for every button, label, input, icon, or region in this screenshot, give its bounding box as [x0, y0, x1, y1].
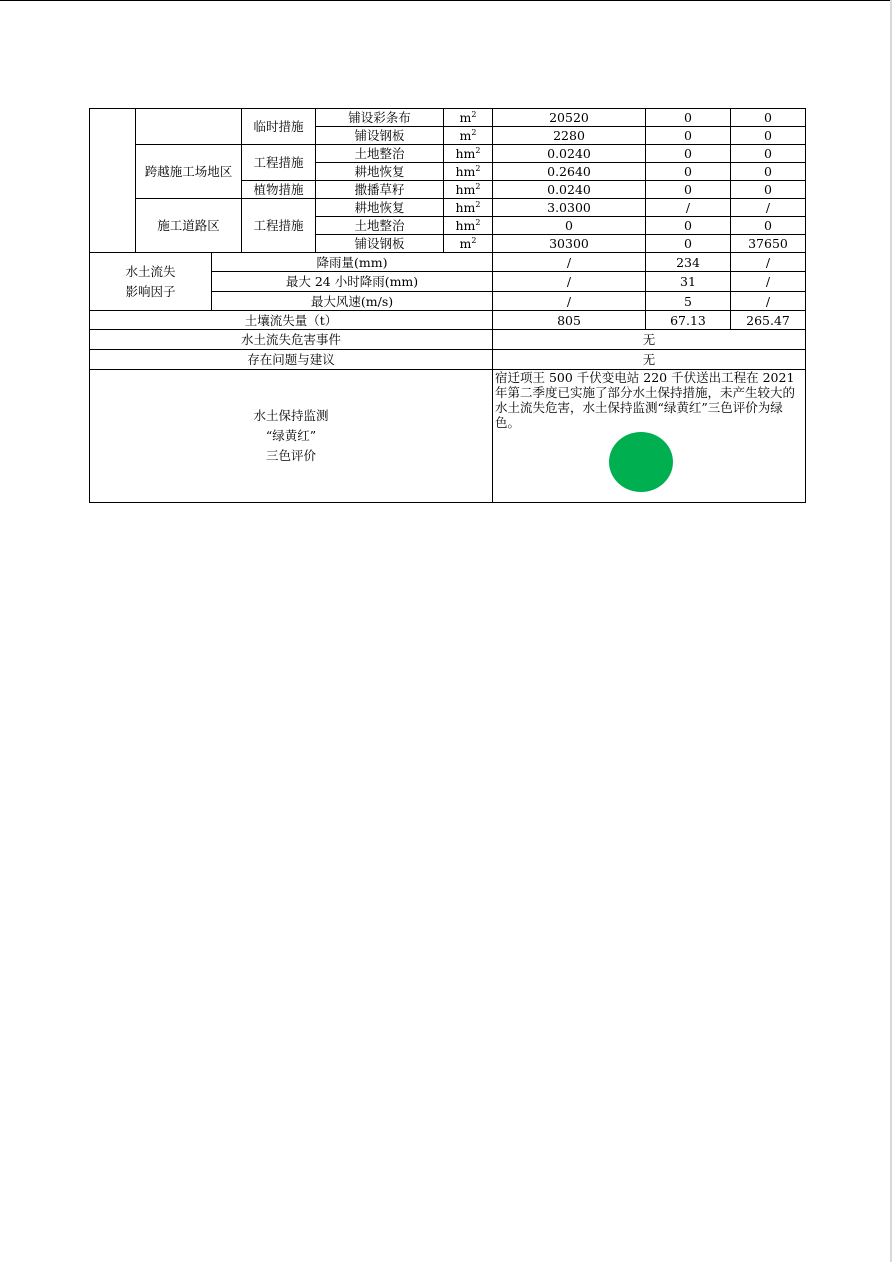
table-row — [90, 350, 806, 370]
factor-value: 234 — [646, 253, 731, 272]
value-cell: 0 — [646, 235, 731, 253]
measure-type-cell: 工程措施 — [242, 145, 316, 181]
evaluation-label — [90, 370, 493, 503]
value-cell: 30300 — [493, 235, 646, 253]
hazard-value: 无 — [493, 330, 806, 350]
factor-value: / — [493, 292, 646, 311]
unit-cell: $hm^2$ — [444, 217, 493, 235]
measure-name: 耕地恢复 — [316, 199, 444, 217]
value-cell: 0 — [646, 217, 731, 235]
table-row — [90, 199, 806, 217]
table-row — [90, 109, 806, 127]
evaluation-text: 宿迁项王 500 千伏变电站 220 千伏送出工程在 2021 年第二季度已实施了部分水土保持措施，未产生较大的水土流失危害，水土保持监测“绿黄红”三色评价为绿色。 — [495, 370, 796, 430]
factor-name: 最大 24 小时降雨(mm) — [212, 272, 493, 292]
value-cell: / — [646, 199, 731, 217]
unit-cell: $hm^2$ — [444, 145, 493, 163]
soil-loss-value: 67.13 — [646, 311, 731, 330]
issues-label: 存在问题与建议 — [90, 350, 493, 370]
soil-conservation-monitoring-table — [89, 108, 806, 503]
value-cell: 0 — [646, 109, 731, 127]
factor-value: / — [731, 292, 806, 311]
value-cell: 0 — [731, 109, 806, 127]
factor-value: 5 — [646, 292, 731, 311]
value-cell: 0 — [646, 127, 731, 145]
factor-value: / — [493, 253, 646, 272]
evaluation-label-line: 三色评价 — [265, 448, 316, 463]
measure-name: 耕地恢复 — [316, 163, 444, 181]
measure-type-cell: 植物措施 — [242, 181, 316, 199]
soil-loss-value: 265.47 — [731, 311, 806, 330]
area-cell-construction-road: 施工道路区 — [136, 199, 242, 253]
measure-name: 铺设彩条布 — [316, 109, 444, 127]
unit-cell: $hm^2$ — [444, 163, 493, 181]
value-cell: 37650 — [731, 235, 806, 253]
factor-name: 降雨量(mm) — [212, 253, 493, 272]
measure-type-cell: 临时措施 — [242, 109, 316, 145]
area-cell-crossing-site: 跨越施工场地区 — [136, 145, 242, 199]
page-top-border — [0, 0, 892, 1]
soil-loss-label: 土壤流失量（t） — [90, 311, 493, 330]
measure-name: 铺设钢板 — [316, 235, 444, 253]
factor-value: / — [731, 253, 806, 272]
table-row — [90, 330, 806, 350]
unit-cell: $hm^2$ — [444, 199, 493, 217]
measure-name: 土地整治 — [316, 217, 444, 235]
evaluation-cell — [493, 370, 806, 503]
value-cell: / — [731, 199, 806, 217]
factors-label: 水土流失 影响因子 — [90, 253, 212, 311]
value-cell: 0 — [731, 145, 806, 163]
value-cell: 0.0240 — [493, 145, 646, 163]
hazard-label: 水土流失危害事件 — [90, 330, 493, 350]
factor-name: 最大风速(m/s) — [212, 292, 493, 311]
value-cell: 3.0300 — [493, 199, 646, 217]
table-row — [90, 145, 806, 163]
measure-name: 土地整治 — [316, 145, 444, 163]
measure-type-cell: 工程措施 — [242, 199, 316, 253]
unit-cell: $m^2$ — [444, 127, 493, 145]
factor-value: / — [493, 272, 646, 292]
value-cell: 0 — [646, 181, 731, 199]
value-cell: 2280 — [493, 127, 646, 145]
outer-category-cell — [90, 109, 136, 253]
value-cell: 0 — [731, 163, 806, 181]
issues-value: 无 — [493, 350, 806, 370]
factor-value: 31 — [646, 272, 731, 292]
factor-value: / — [731, 272, 806, 292]
value-cell: 0 — [731, 217, 806, 235]
table-row — [90, 311, 806, 330]
value-cell: 0.0240 — [493, 181, 646, 199]
value-cell: 0.2640 — [493, 163, 646, 181]
unit-cell: $m^2$ — [444, 235, 493, 253]
unit-cell: $hm^2$ — [444, 181, 493, 199]
value-cell: 0 — [646, 145, 731, 163]
evaluation-label-line: “绿黄红” — [265, 428, 317, 443]
table-row — [90, 370, 806, 503]
table-row — [90, 253, 806, 272]
area-cell-continued — [136, 109, 242, 145]
measure-name: 铺设钢板 — [316, 127, 444, 145]
evaluation-label-line: 水土保持监测 — [253, 408, 329, 423]
measure-name: 撒播草籽 — [316, 181, 444, 199]
value-cell: 20520 — [493, 109, 646, 127]
soil-loss-value: 805 — [493, 311, 646, 330]
green-rating-circle — [609, 432, 673, 492]
value-cell: 0 — [731, 127, 806, 145]
value-cell: 0 — [493, 217, 646, 235]
value-cell: 0 — [731, 181, 806, 199]
value-cell: 0 — [646, 163, 731, 181]
unit-cell: $m^2$ — [444, 109, 493, 127]
